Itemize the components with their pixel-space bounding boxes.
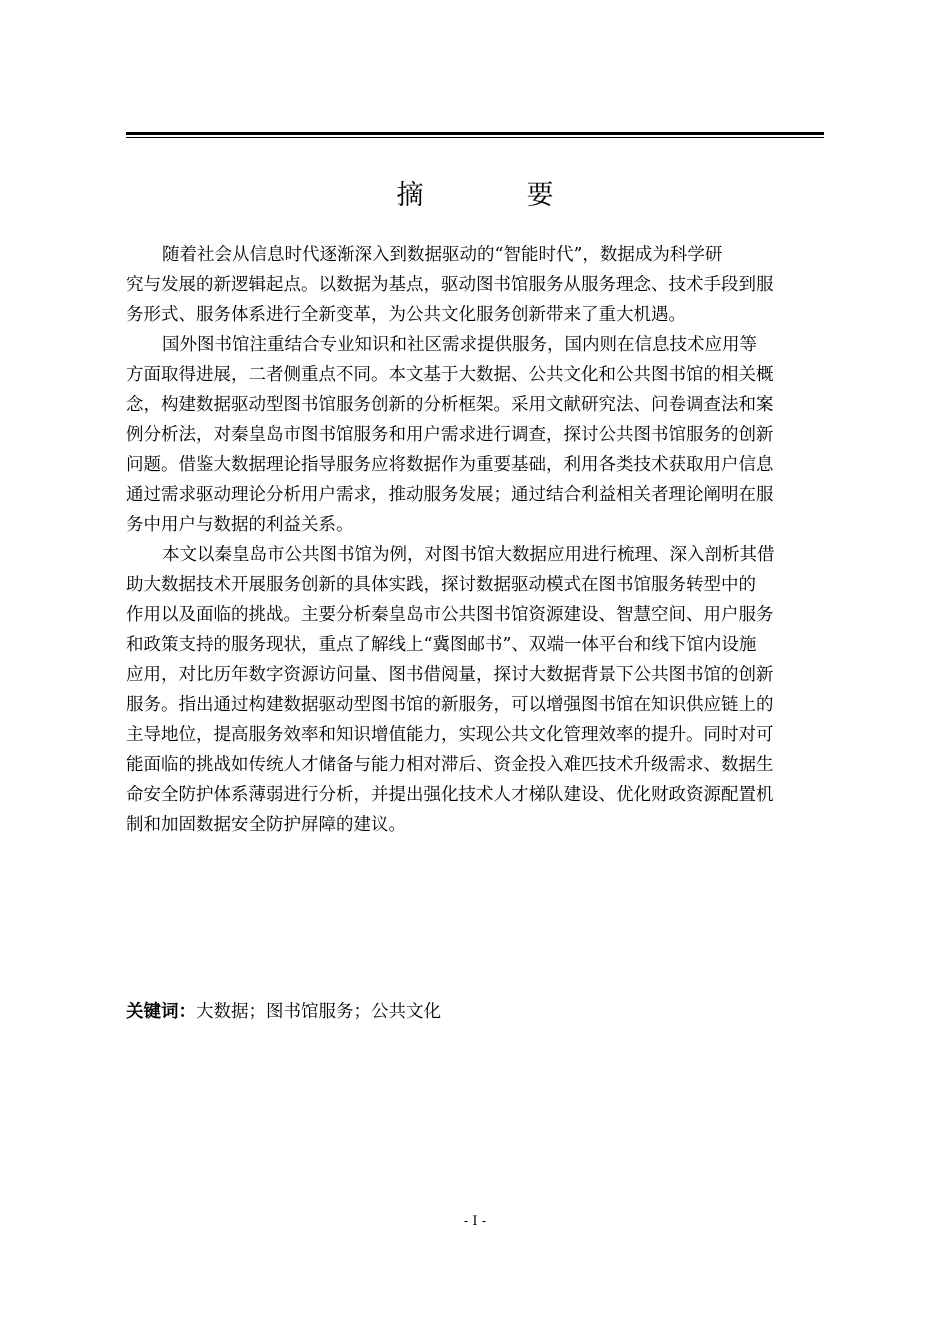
text-line: 助大数据技术开展服务创新的具体实践，探讨数据驱动模式在图书馆服务转型中的 <box>126 575 756 595</box>
text-line: 作用以及面临的挑战。主要分析秦皇岛市公共图书馆资源建设、智慧空间、用户服务 <box>126 605 774 625</box>
text-line: 命安全防护体系薄弱进行分析，并提出强化技术人才梯队建设、优化财政资源配置机 <box>126 785 774 805</box>
header-rule-thick <box>126 132 824 135</box>
keywords-line <box>126 998 441 1026</box>
keywords-value: 大数据；图书馆服务；公共文化 <box>196 1002 441 1022</box>
header-rule-thin <box>126 137 824 138</box>
text-line: 能面临的挑战如传统人才储备与能力相对滞后、资金投入难匹技术升级需求、数据生 <box>126 755 774 775</box>
text-line: 制和加固数据安全防护屏障的建议。 <box>126 815 406 835</box>
abstract-paragraph-3 <box>126 540 824 840</box>
text-line: 问题。借鉴大数据理论指导服务应将数据作为重要基础，利用各类技术获取用户信息 <box>126 455 774 475</box>
text-line: 例分析法，对秦皇岛市图书馆服务和用户需求进行调查，探讨公共图书馆服务的创新 <box>126 425 774 445</box>
text-line: 国外图书馆注重结合专业知识和社区需求提供服务，国内则在信息技术应用等 <box>162 335 757 355</box>
abstract-paragraph-1 <box>126 240 824 330</box>
text-line: 和政策支持的服务现状，重点了解线上“冀图邮书”、双端一体平台和线下馆内设施 <box>126 635 757 655</box>
abstract-paragraph-2 <box>126 330 824 540</box>
page-number: - I - <box>463 1214 487 1229</box>
text-line: 应用，对比历年数字资源访问量、图书借阅量，探讨大数据背景下公共图书馆的创新 <box>126 665 774 685</box>
text-line: 务形式、服务体系进行全新变革，为公共文化服务创新带来了重大机遇。 <box>126 305 686 325</box>
text-line: 念，构建数据驱动型图书馆服务创新的分析框架。采用文献研究法、问卷调查法和案 <box>126 395 774 415</box>
text-line: 本文以秦皇岛市公共图书馆为例，对图书馆大数据应用进行梳理、深入剖析其借 <box>162 545 775 565</box>
text-line: 服务。指出通过构建数据驱动型图书馆的新服务，可以增强图书馆在知识供应链上的 <box>126 695 774 715</box>
text-line: 务中用户与数据的利益关系。 <box>126 515 354 535</box>
text-line: 通过需求驱动理论分析用户需求，推动服务发展；通过结合利益相关者理论阐明在服 <box>126 485 774 505</box>
abstract-body <box>126 240 824 840</box>
page-title: 摘 要 <box>396 180 592 211</box>
text-line: 主导地位，提高服务效率和知识增值能力，实现公共文化管理效率的提升。同时对可 <box>126 725 774 745</box>
keywords-label: 关键词： <box>126 1002 196 1022</box>
text-line: 究与发展的新逻辑起点。以数据为基点，驱动图书馆服务从服务理念、技术手段到服 <box>126 275 774 295</box>
text-line: 随着社会从信息时代逐渐深入到数据驱动的“智能时代”，数据成为科学研 <box>162 245 723 265</box>
text-line: 方面取得进展，二者侧重点不同。本文基于大数据、公共文化和公共图书馆的相关概 <box>126 365 774 385</box>
